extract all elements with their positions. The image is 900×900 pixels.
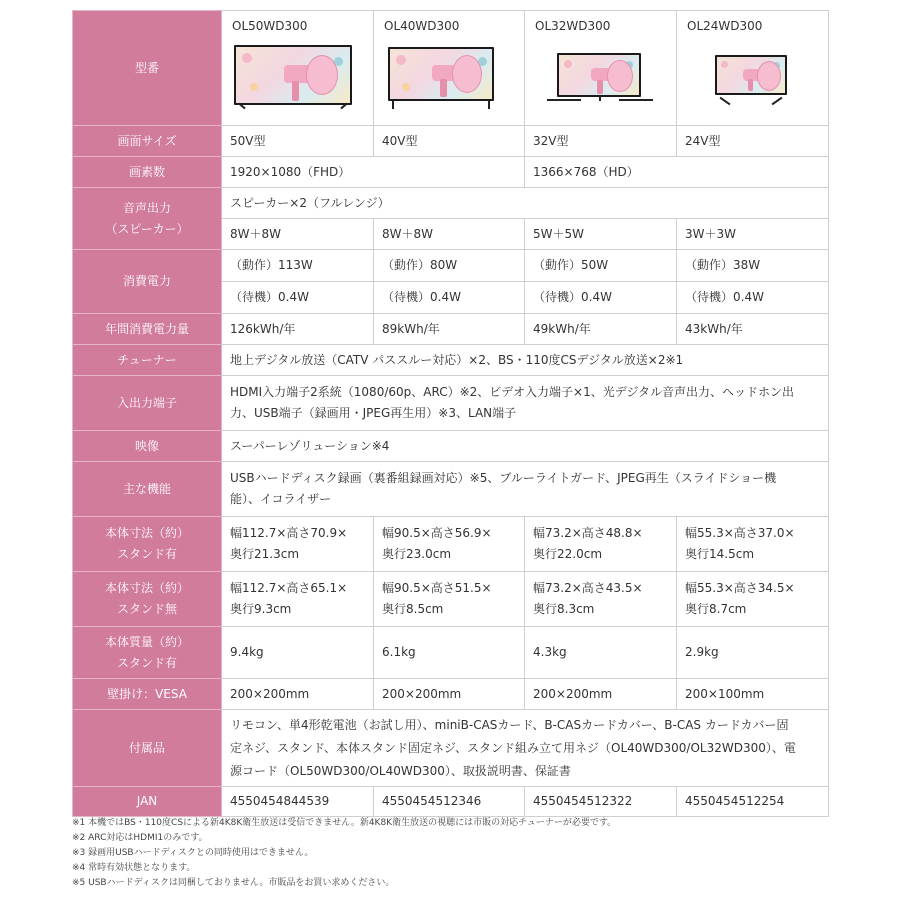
tuner-cell: 地上デジタル放送（CATV パススルー対応）×2、BS・110度CSデジタル放送×2※1 (222, 345, 829, 376)
power-on-cell: （動作）113W (222, 250, 374, 282)
power-standby-cell: （待機）0.4W (374, 282, 525, 314)
resolution-cell: 1366×768（HD） (525, 157, 829, 188)
vesa-cell: 200×200mm (525, 679, 677, 710)
footnote: ※5 USBハードディスクは同梱しておりません。市販品をお買い求めください。 (72, 878, 395, 888)
label-dim-nostand-line1: 本体寸法（約） (104, 581, 189, 595)
jan-cell: 4550454512346 (374, 787, 525, 817)
label-audio-line1: 音声出力 (122, 200, 171, 215)
dim-stand-cell (374, 517, 525, 572)
label-features: 主な機能 (73, 462, 222, 517)
row-screen-size (73, 126, 829, 157)
tv-with-pink-megaphone-icon (687, 43, 827, 113)
annual-cell: 49kWh/年 (525, 314, 677, 345)
row-wall (73, 679, 829, 710)
label-resolution: 画素数 (73, 157, 222, 188)
dim-nostand-cell (374, 572, 525, 627)
size-cell: 40V型 (374, 126, 525, 157)
footnote: ※3 録画用USBハードディスクとの同時使用はできません。 (72, 848, 314, 858)
features-line: USBハードディスク録画（裏番組録画対応）※5、ブルーライトガード、JPEG再生（スライドショー機 (230, 471, 777, 485)
power-standby-cell: （待機）0.4W (525, 282, 677, 314)
io-line: 力、USB端子（録画用・JPEG再生用）※3、LAN端子 (230, 406, 517, 420)
accessories-line: リモコン、単4形乾電池（お試し用）、miniB-CASカード、B-CASカードカバー、B-CAS カードカバー固 (230, 717, 789, 732)
label-weight (73, 627, 222, 679)
row-dim-stand (73, 517, 829, 572)
annual-cell: 89kWh/年 (374, 314, 525, 345)
power-standby-cell: （待機）0.4W (222, 282, 374, 314)
label-dim-nostand-line2: スタンド無 (116, 602, 177, 616)
label-audio (73, 188, 222, 250)
label-accessories: 付属品 (73, 710, 222, 787)
power-on-cell: （動作）38W (677, 250, 829, 282)
model-name: OL50WD300 (232, 19, 308, 33)
accessories-line: 源コード（OL50WD300/OL40WD300）、取扱説明書、保証書 (230, 763, 571, 778)
weight-cell: 6.1kg (374, 627, 525, 679)
row-accessories (73, 710, 829, 787)
speaker-cell: 8W＋8W (222, 219, 374, 250)
label-dim-nostand (73, 572, 222, 627)
annual-cell: 126kWh/年 (222, 314, 374, 345)
accessories-cell (222, 710, 829, 787)
label-wall: 壁掛け：VESA (73, 679, 222, 710)
model-cell (222, 11, 374, 126)
tv-with-pink-megaphone-icon (384, 43, 524, 113)
annual-cell: 43kWh/年 (677, 314, 829, 345)
footnote: ※1 本機ではBS・110度CSによる新4K8K衛生放送は受信できません。新4K8K衛生放送の視聴には市販の対応チューナーが必要です。 (72, 818, 617, 828)
dim-line: 幅112.7×高さ65.1× (230, 581, 348, 595)
dim-line: 奥行23.0cm (382, 547, 452, 561)
power-standby-cell: （待機）0.4W (677, 282, 829, 314)
row-resolution (73, 157, 829, 188)
dim-nostand-cell (525, 572, 677, 627)
dim-line: 幅55.3×高さ37.0× (685, 526, 795, 540)
dim-line: 奥行8.7cm (685, 602, 747, 616)
jan-cell: 4550454844539 (222, 787, 374, 817)
tv-with-pink-megaphone-icon (535, 43, 675, 113)
footnotes (72, 816, 832, 891)
label-tuner: チューナー (73, 345, 222, 376)
row-speaker-type (73, 188, 829, 219)
model-cell (525, 11, 677, 126)
dim-line: 奥行21.3cm (230, 547, 300, 561)
footnote: ※4 常時有効状態となります。 (72, 863, 196, 873)
jan-cell: 4550454512254 (677, 787, 829, 817)
row-annual-power (73, 314, 829, 345)
row-dim-nostand (73, 572, 829, 627)
label-power: 消費電力 (73, 250, 222, 314)
dim-line: 幅73.2×高さ43.5× (533, 581, 643, 595)
io-cell (222, 376, 829, 431)
dim-line: 幅90.5×高さ51.5× (382, 581, 492, 595)
dim-line: 奥行9.3cm (230, 602, 292, 616)
dim-line: 幅90.5×高さ56.9× (382, 526, 492, 540)
model-cell (677, 11, 829, 126)
weight-cell: 4.3kg (525, 627, 677, 679)
dim-stand-cell (677, 517, 829, 572)
speaker-cell: 3W＋3W (677, 219, 829, 250)
size-cell: 24V型 (677, 126, 829, 157)
label-screen-size: 画面サイズ (73, 126, 222, 157)
vesa-cell: 200×200mm (374, 679, 525, 710)
row-features (73, 462, 829, 517)
speaker-cell: 8W＋8W (374, 219, 525, 250)
spec-table (72, 10, 829, 817)
row-model (73, 11, 829, 126)
dim-line: 幅73.2×高さ48.8× (533, 526, 643, 540)
label-audio-line2: （スピーカー） (105, 221, 189, 236)
tv-with-pink-megaphone-icon (232, 43, 372, 113)
row-io (73, 376, 829, 431)
resolution-cell: 1920×1080（FHD） (222, 157, 525, 188)
label-dim-stand (73, 517, 222, 572)
footnote: ※2 ARC対応はHDMI1のみです。 (72, 833, 208, 843)
label-video: 映像 (73, 431, 222, 462)
label-annual-power: 年間消費電力量 (73, 314, 222, 345)
label-dim-stand-line1: 本体寸法（約） (104, 526, 189, 540)
io-line: HDMI入力端子2系統（1080/60p、ARC）※2、ビデオ入力端子×1、光デジタル音声出力、ヘッドホン出 (230, 385, 795, 399)
dim-nostand-cell (677, 572, 829, 627)
row-weight (73, 627, 829, 679)
weight-cell: 2.9kg (677, 627, 829, 679)
power-on-cell: （動作）80W (374, 250, 525, 282)
weight-cell: 9.4kg (222, 627, 374, 679)
model-name: OL32WD300 (535, 19, 611, 33)
dim-line: 奥行8.3cm (533, 602, 595, 616)
size-cell: 50V型 (222, 126, 374, 157)
row-power-on (73, 250, 829, 282)
dim-stand-cell (222, 517, 374, 572)
dim-line: 幅112.7×高さ70.9× (230, 526, 348, 540)
label-weight-line2: スタンド有 (116, 655, 177, 670)
dim-stand-cell (525, 517, 677, 572)
row-jan (73, 787, 829, 817)
dim-line: 奥行8.5cm (382, 602, 444, 616)
label-model: 型番 (73, 11, 222, 126)
size-cell: 32V型 (525, 126, 677, 157)
jan-cell: 4550454512322 (525, 787, 677, 817)
dim-nostand-cell (222, 572, 374, 627)
vesa-cell: 200×100mm (677, 679, 829, 710)
row-video (73, 431, 829, 462)
speaker-cell: 5W＋5W (525, 219, 677, 250)
label-jan: JAN (73, 787, 222, 817)
vesa-cell: 200×200mm (222, 679, 374, 710)
row-tuner (73, 345, 829, 376)
features-cell (222, 462, 829, 517)
dim-line: 奥行14.5cm (685, 547, 755, 561)
label-dim-stand-line2: スタンド有 (116, 547, 177, 561)
model-name: OL24WD300 (687, 19, 763, 33)
dim-line: 奥行22.0cm (533, 547, 603, 561)
label-weight-line1: 本体質量（約） (104, 634, 189, 649)
model-name: OL40WD300 (384, 19, 460, 33)
accessories-line: 定ネジ、スタンド、本体スタンド固定ネジ、スタンド組み立て用ネジ（OL40WD300/OL32WD300）、電 (230, 740, 796, 755)
label-io: 入出力端子 (73, 376, 222, 431)
video-cell: スーパーレゾリューション※4 (222, 431, 829, 462)
speaker-type-cell: スピーカー×2（フルレンジ） (222, 188, 829, 219)
power-on-cell: （動作）50W (525, 250, 677, 282)
features-line: 能）、イコライザー (230, 492, 332, 506)
model-cell (374, 11, 525, 126)
dim-line: 幅55.3×高さ34.5× (685, 581, 795, 595)
